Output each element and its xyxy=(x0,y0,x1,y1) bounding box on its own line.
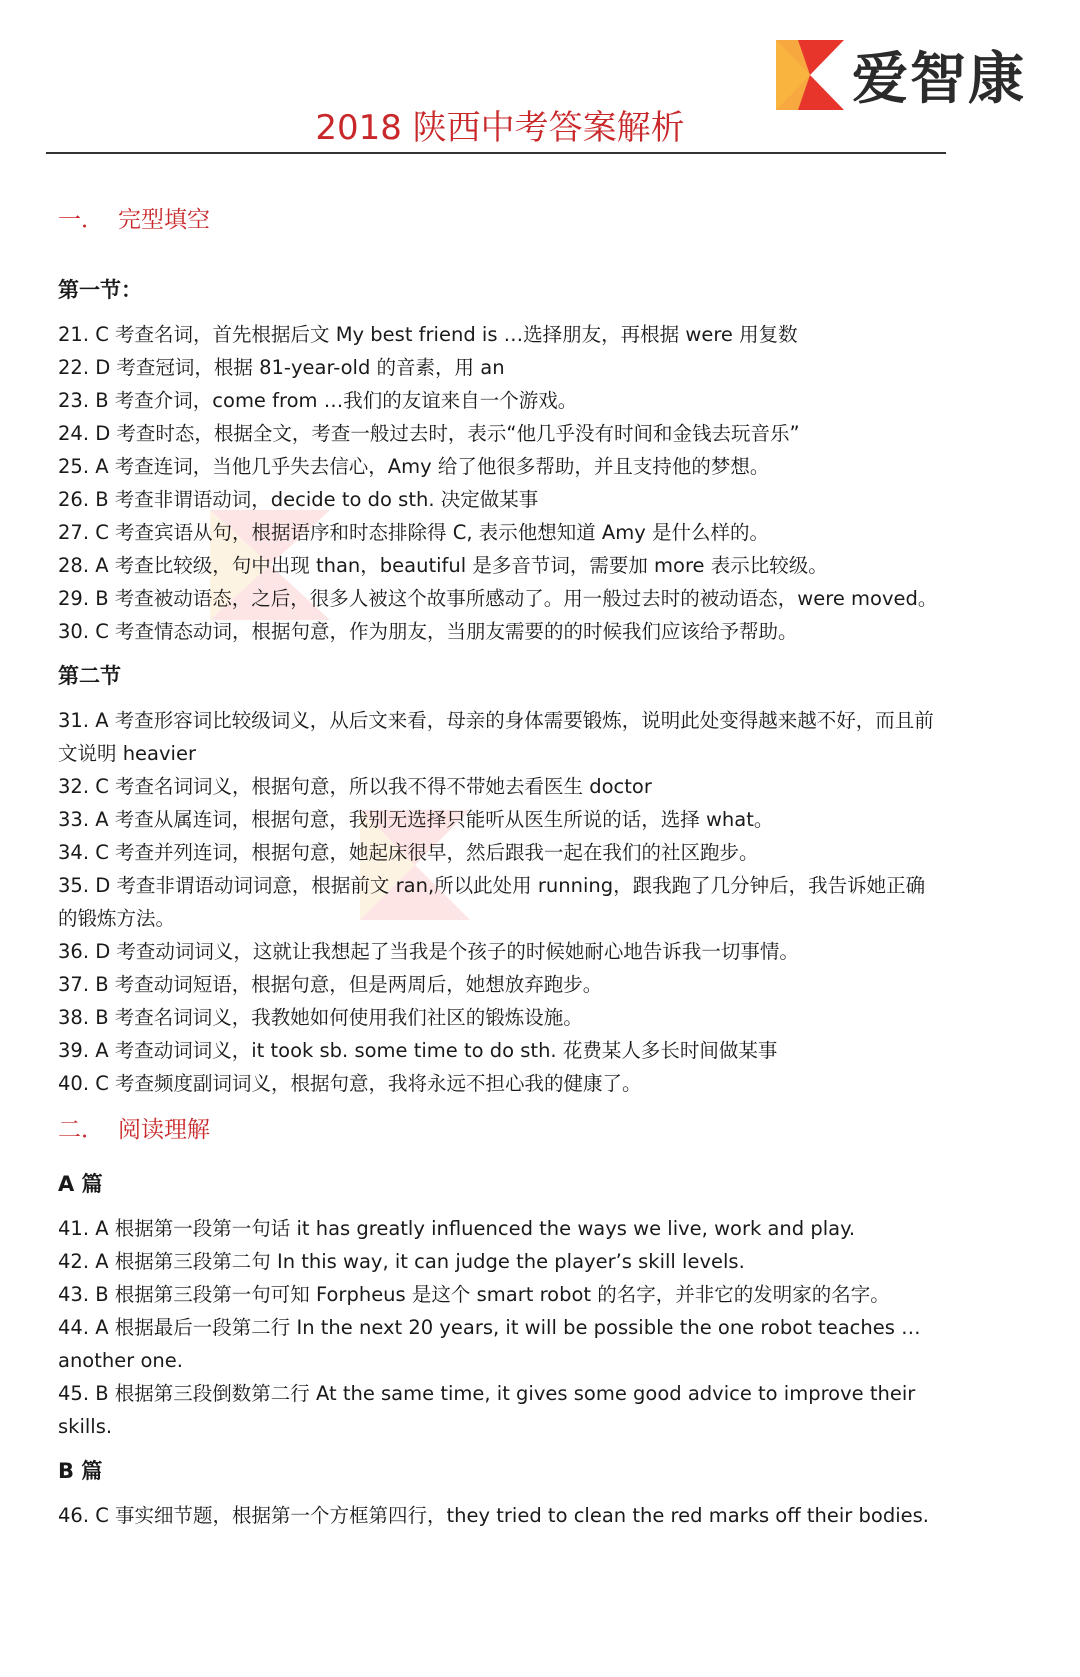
answer-content xyxy=(58,200,938,1532)
section-title: 阅读理解 xyxy=(118,1117,210,1143)
section-number: 一． xyxy=(58,207,104,233)
answer-item: 41. A 根据第一段第一句话 it has greatly influenced the ways we live, work and play. xyxy=(58,1217,856,1240)
title-divider xyxy=(46,152,946,154)
subsection-heading: B 篇 xyxy=(58,1459,103,1483)
answer-item: 40. C 考查频度副词词义，根据句意，我将永远不担心我的健康了。 xyxy=(58,1072,642,1095)
answer-item: 43. B 根据第三段第一句可知 Forpheus 是这个 smart robot 的名字，并非它的发明家的名字。 xyxy=(58,1283,890,1306)
answer-item: 23. B 考查介词，come from …我们的友谊来自一个游戏。 xyxy=(58,389,578,412)
answer-item: 42. A 根据第三段第二句 In this way, it can judge the player’s skill levels. xyxy=(58,1250,745,1273)
answer-item: 30. C 考查情态动词，根据句意，作为朋友，当朋友需要的的时候我们应该给予帮助。 xyxy=(58,620,798,643)
answer-item: 36. D 考查动词词义，这就让我想起了当我是个孩子的时候她耐心地告诉我一切事情。 xyxy=(58,940,799,963)
answer-item: 39. A 考查动词词义，it took sb. some time to do sth. 花费某人多长时间做某事 xyxy=(58,1039,778,1062)
answer-item: 26. B 考查非谓语动词，decide to do sth. 决定做某事 xyxy=(58,488,539,511)
answer-item: 44. A 根据最后一段第二行 In the next 20 years, it will be possible the one robot teaches … another one. xyxy=(58,1316,921,1372)
section-number: 二． xyxy=(58,1117,104,1143)
answer-item: 35. D 考查非谓语动词词意，根据前文 ran,所以此处用 running，跟我跑了几分钟后，我告诉她正确的锻炼方法。 xyxy=(58,874,926,930)
answer-item: 34. C 考查并列连词，根据句意，她起床很早，然后跟我一起在我们的社区跑步。 xyxy=(58,841,759,864)
answer-item: 29. B 考查被动语态，之后，很多人被这个故事所感动了。用一般过去时的被动语态，were moved。 xyxy=(58,587,938,610)
document-title: 2018 陕西中考答案解析 xyxy=(315,108,685,148)
answer-item: 22. D 考查冠词，根据 81-year-old 的音素，用 an xyxy=(58,356,505,379)
answer-item: 45. B 根据第三段倒数第二行 At the same time, it gives some good advice to improve their skills. xyxy=(58,1382,916,1438)
subsection-heading: 第一节： xyxy=(58,278,142,302)
section-heading xyxy=(58,1110,938,1150)
answer-item: 21. C 考查名词，首先根据后文 My best friend is …选择朋友，再根据 were 用复数 xyxy=(58,323,798,346)
answer-item: 31. A 考查形容词比较级词义，从后文来看，母亲的身体需要锻炼，说明此处变得越来越不好，而且前文说明 heavier xyxy=(58,709,934,765)
section-title: 完型填空 xyxy=(118,207,210,233)
subsection-heading: A 篇 xyxy=(58,1172,103,1196)
answer-item: 24. D 考查时态，根据全文，考查一般过去时，表示“他几乎没有时间和金钱去玩音乐” xyxy=(58,422,800,445)
section-heading xyxy=(58,200,938,240)
answer-item: 25. A 考查连词，当他几乎失去信心，Amy 给了他很多帮助，并且支持他的梦想。 xyxy=(58,455,770,478)
answer-item: 37. B 考查动词短语，根据句意，但是两周后，她想放弃跑步。 xyxy=(58,973,603,996)
answer-item: 28. A 考查比较级，句中出现 than，beautiful 是多音节词，需要加 more 表示比较级。 xyxy=(58,554,828,577)
answer-item: 27. C 考查宾语从句，根据语序和时态排除得 C, 表示他想知道 Amy 是什么样的。 xyxy=(58,521,770,544)
answer-item: 38. B 考查名词词义，我教她如何使用我们社区的锻炼设施。 xyxy=(58,1006,583,1029)
answer-item: 46. C 事实细节题，根据第一个方框第四行，they tried to clean the red marks off their bodies. xyxy=(58,1504,929,1527)
answer-item: 32. C 考查名词词义，根据句意，所以我不得不带她去看医生 doctor xyxy=(58,775,652,798)
answer-item: 33. A 考查从属连词，根据句意，我别无选择只能听从医生所说的话，选择 what。 xyxy=(58,808,774,831)
subsection-heading: 第二节 xyxy=(58,664,121,688)
brand-name: 爱智康 xyxy=(852,47,1026,112)
